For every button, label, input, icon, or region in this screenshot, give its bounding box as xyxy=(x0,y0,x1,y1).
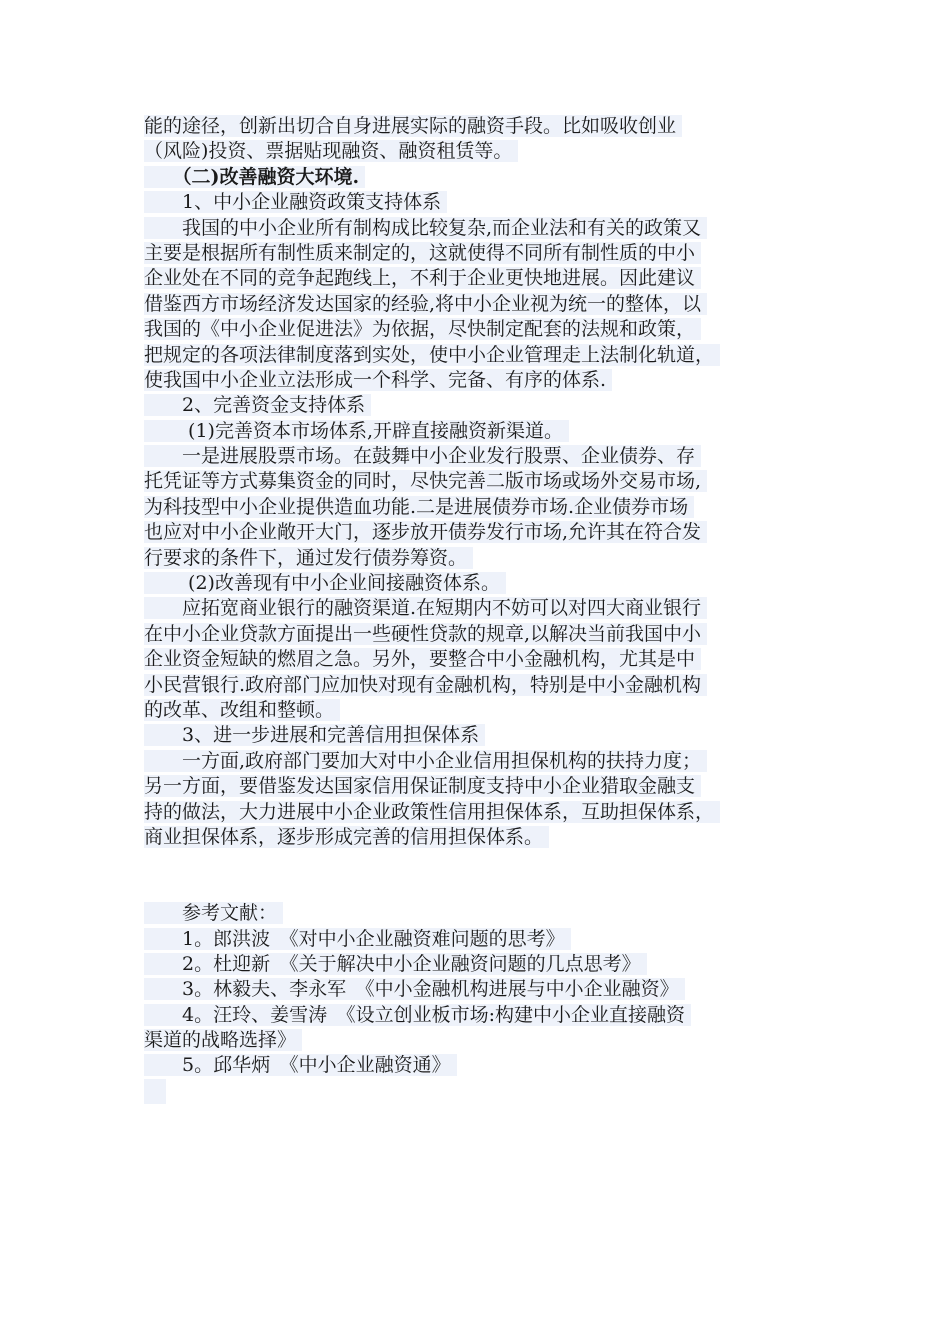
text-line: 行要求的条件下，通过发行债券筹资。 xyxy=(144,546,814,571)
text-line: 企业资金短缺的燃眉之急。另外，要整合中小金融机构，尤其是中 xyxy=(144,647,814,672)
reference-item: 1。郎洪波 《对中小企业融资难问题的思考》 xyxy=(144,927,814,952)
text-line: 在中小企业贷款方面提出一些硬性贷款的规章,以解决当前我国中小 xyxy=(144,622,814,647)
text-line: 我国的中小企业所有制构成比较复杂,而企业法和有关的政策又 xyxy=(144,216,814,241)
section-heading: （二)改善融资大环境. xyxy=(144,165,814,190)
subsection-heading: 3、进一步进展和完善信用担保体系 xyxy=(144,723,814,748)
text-line: 一是进展股票市场。在鼓舞中小企业发行股票、企业债券、存 xyxy=(144,444,814,469)
text-line: 持的做法，大力进展中小企业政策性信用担保体系，互助担保体系， xyxy=(144,800,814,825)
text-line: 使我国中小企业立法形成一个科学、完备、有序的体系. xyxy=(144,368,814,393)
trailing-empty-line xyxy=(144,1079,814,1104)
text-line: 另一方面，要借鉴发达国家信用保证制度支持中小企业猎取金融支 xyxy=(144,774,814,799)
text-line: 托凭证等方式募集资金的同时，尽快完善二版市场或场外交易市场, xyxy=(144,469,814,494)
blank-line xyxy=(144,876,814,901)
text-line: 一方面,政府部门要加大对中小企业信用担保机构的扶持力度； xyxy=(144,749,814,774)
reference-item: 5。邱华炳 《中小企业融资通》 xyxy=(144,1053,814,1078)
text-line: 企业处在不同的竞争起跑线上，不利于企业更快地进展。因此建议 xyxy=(144,266,814,291)
subsection-heading: 1、中小企业融资政策支持体系 xyxy=(144,190,814,215)
subsection-heading: (2)改善现有中小企业间接融资体系。 xyxy=(144,571,814,596)
text-line: 把规定的各项法律制度落到实处，使中小企业管理走上法制化轨道， xyxy=(144,343,814,368)
text-line: 借鉴西方市场经济发达国家的经验,将中小企业视为统一的整体，以 xyxy=(144,292,814,317)
subsection-heading: (1)完善资本市场体系,开辟直接融资新渠道。 xyxy=(144,419,814,444)
references-heading: 参考文献： xyxy=(144,901,814,926)
text-line: 的改革、改组和整顿。 xyxy=(144,698,814,723)
text-line: 我国的《中小企业促进法》为依据，尽快制定配套的法规和政策， xyxy=(144,317,814,342)
text-line: 能的途径，创新出切合自身进展实际的融资手段。比如吸收创业 xyxy=(144,114,814,139)
text-line: 主要是根据所有制性质来制定的，这就使得不同所有制性质的中小 xyxy=(144,241,814,266)
text-line: 小民营银行.政府部门应加快对现有金融机构，特别是中小金融机构 xyxy=(144,673,814,698)
document-body xyxy=(144,114,814,1104)
text-line: 应拓宽商业银行的融资渠道.在短期内不妨可以对四大商业银行 xyxy=(144,596,814,621)
reference-item: 3。林毅夫、李永军 《中小金融机构进展与中小企业融资》 xyxy=(144,977,814,1002)
subsection-heading: 2、完善资金支持体系 xyxy=(144,393,814,418)
text-line: 为科技型中小企业提供造血功能.二是进展债券市场.企业债券市场 xyxy=(144,495,814,520)
blank-line xyxy=(144,850,814,875)
empty-line-highlight xyxy=(144,1079,166,1104)
text-line: 也应对中小企业敞开大门，逐步放开债券发行市场,允许其在符合发 xyxy=(144,520,814,545)
text-line: （风险)投资、票据贴现融资、融资租赁等。 xyxy=(144,139,814,164)
text-line: 商业担保体系，逐步形成完善的信用担保体系。 xyxy=(144,825,814,850)
reference-item: 2。杜迎新 《关于解决中小企业融资问题的几点思考》 xyxy=(144,952,814,977)
reference-item: 渠道的战略选择》 xyxy=(144,1028,814,1053)
reference-item: 4。汪玲、姜雪涛 《设立创业板市场:构建中小企业直接融资 xyxy=(144,1003,814,1028)
